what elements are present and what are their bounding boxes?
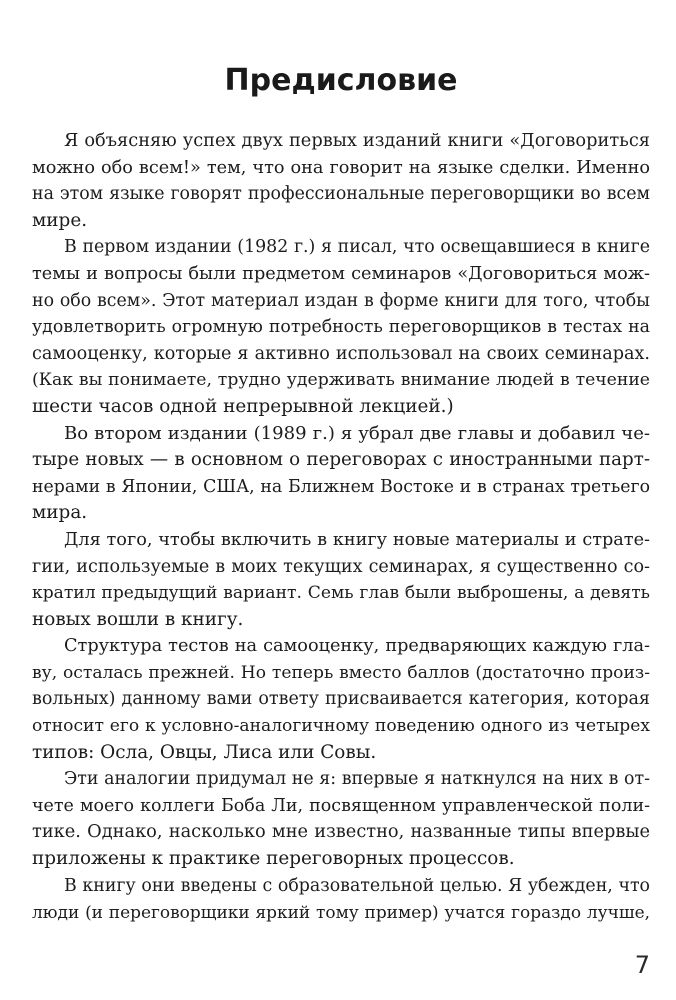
- text-line: В книгу они введены с образовательной целью. Я убежден, что: [64, 875, 650, 896]
- body-text: [32, 128, 650, 926]
- text-line: (Как вы понимаете, трудно удерживать внимание людей в течение: [32, 370, 650, 391]
- paragraph: [32, 633, 650, 766]
- text-line: В первом издании (1982 г.) я писал, что освещавшиеся в книге: [64, 237, 650, 258]
- text-line: Во втором издании (1989 г.) я убрал две главы и добавил че-: [64, 422, 650, 444]
- text-line: тыре новых — в основном о переговорах с иностранными парт-: [32, 449, 650, 471]
- text-line: ву, осталась прежней. Но теперь вместо баллов (достаточно произ-: [32, 662, 650, 683]
- text-line: Для того, чтобы включить в книгу новые материалы и страте-: [64, 529, 650, 550]
- text-line: Структура тестов на самооценку, предваряющих каждую гла-: [64, 636, 650, 657]
- paragraph: [32, 527, 650, 633]
- text-line: относит его к условно-аналогичному поведению одного из четырех: [32, 716, 650, 737]
- text-line: гии, используемые в моих текущих семинарах, я существенно со-: [32, 556, 650, 577]
- text-line: тике. Однако, насколько мне известно, названные типы впервые: [32, 821, 650, 843]
- text-line: новых вошли в книгу.: [32, 608, 244, 630]
- text-line: нерами в Японии, США, на Ближнем Востоке и в странах третьего: [32, 476, 650, 497]
- text-line: кратил предыдущий вариант. Семь глав были выброшены, а девять: [32, 583, 650, 604]
- text-line: люди (и переговорщики яркий тому пример) учатся гораздо лучше,: [32, 902, 650, 923]
- paragraph: [32, 421, 650, 527]
- paragraph: [32, 766, 650, 872]
- text-line: на этом языке говорят профессиональные переговорщики во всем: [32, 184, 650, 205]
- book-page: [32, 0, 650, 1000]
- text-line: можно обо всем!» тем, что она говорит на языке сделки. Именно: [32, 157, 650, 178]
- text-line: Эти аналогии придумал не я: впервые я наткнулся на них в от-: [64, 769, 650, 790]
- text-line: чете моего коллеги Боба Ли, посвященном управленческой поли-: [32, 795, 650, 816]
- text-line: темы и вопросы были предметом семинаров «Договориться мож-: [32, 263, 650, 284]
- text-line: типов: Осла, Овцы, Лиса или Совы.: [32, 741, 377, 763]
- text-line: самооценку, которые я активно использовал на своих семинарах.: [32, 343, 650, 364]
- page-title: Предисловие: [224, 63, 458, 98]
- text-line: шести часов одной непрерывной лекцией.): [32, 395, 454, 417]
- text-line: Я объясняю успех двух первых изданий книги «Договориться: [64, 130, 650, 151]
- text-line: мира.: [32, 502, 88, 524]
- paragraph: [32, 128, 650, 234]
- text-line: но обо всем». Этот материал издан в форме книги для того, чтобы: [32, 290, 650, 311]
- text-line: удовлетворить огромную потребность переговорщиков в тестах на: [32, 317, 650, 338]
- text-line: мире.: [32, 209, 88, 231]
- paragraph: [32, 234, 650, 420]
- paragraph: [32, 873, 650, 926]
- text-line: приложены к практике переговорных процессов.: [32, 848, 515, 870]
- page-number: 7: [634, 951, 650, 979]
- text-line: вольных) данному вами ответу присваивается категория, которая: [32, 689, 650, 710]
